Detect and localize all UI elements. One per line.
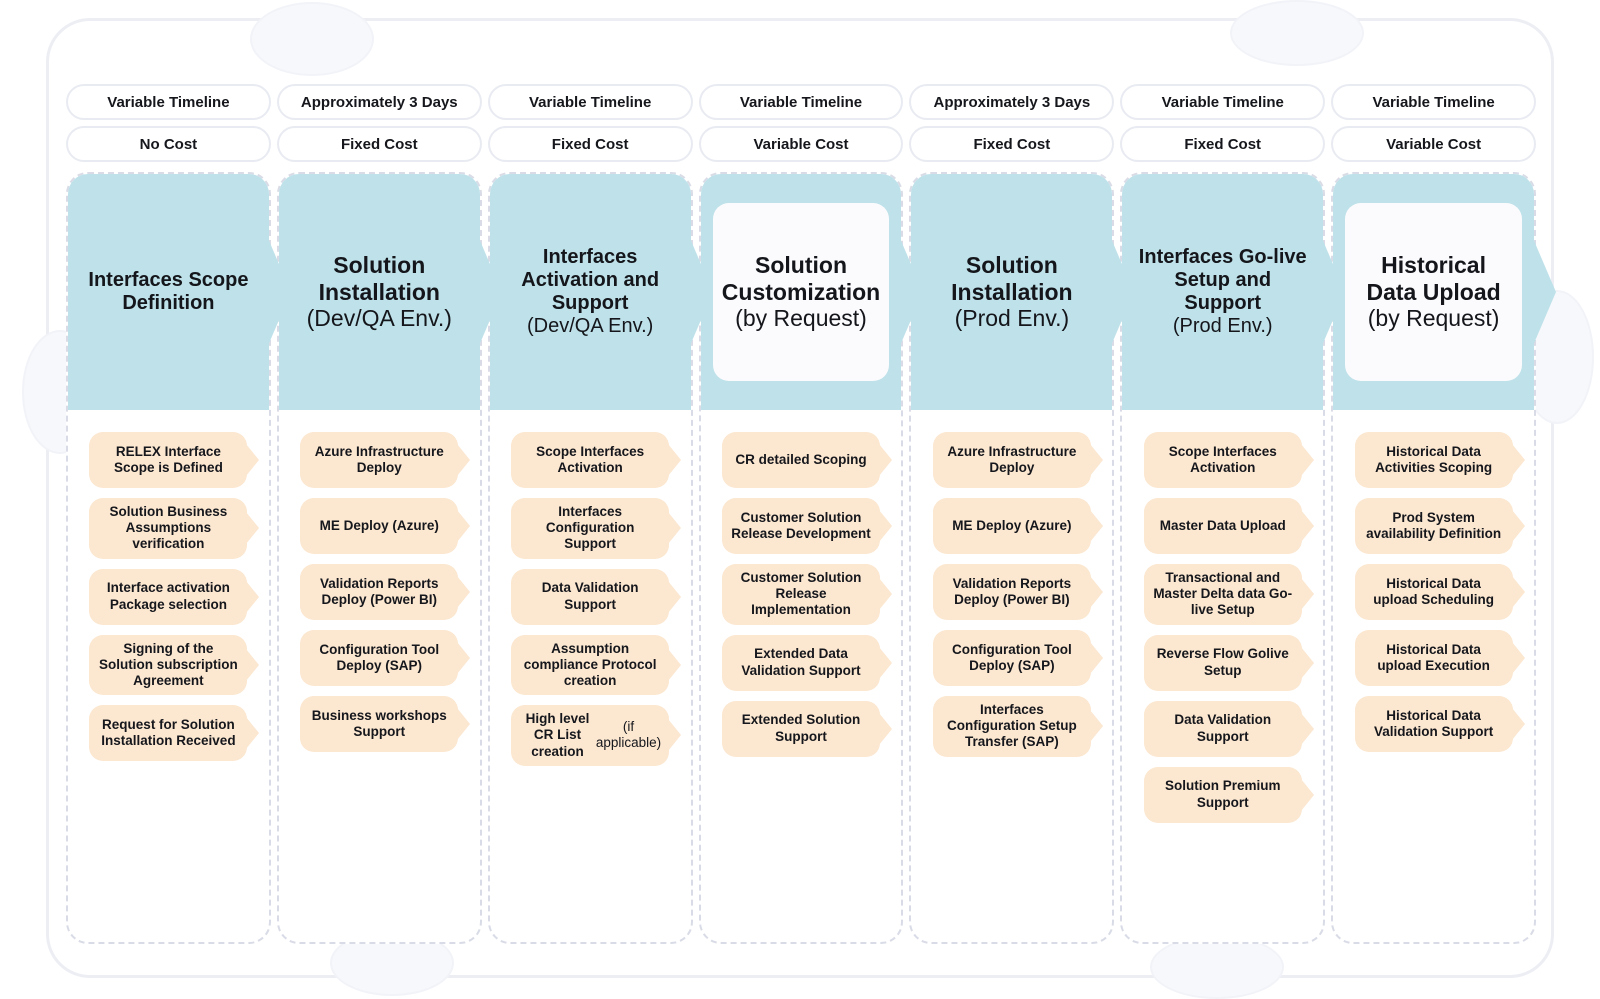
task-arrow-icon xyxy=(1090,642,1103,674)
task-item xyxy=(300,498,458,554)
phase-band xyxy=(279,174,480,410)
task-item xyxy=(722,564,880,625)
decorative-bubble xyxy=(1230,0,1364,66)
phase-band xyxy=(701,174,902,410)
timeline-pill: Variable Timeline xyxy=(488,84,693,120)
task-item xyxy=(300,432,458,488)
task-arrow-icon xyxy=(1512,510,1525,542)
phase-card xyxy=(488,172,693,944)
cost-pill: Fixed Cost xyxy=(488,126,693,162)
task-list xyxy=(1333,410,1534,766)
task-arrow-icon xyxy=(879,713,892,745)
task-label: Reverse Flow Golive Setup xyxy=(1156,646,1289,678)
task-label: Historical Data Activities Scoping xyxy=(1375,443,1493,475)
task-item xyxy=(511,432,669,488)
task-item xyxy=(300,630,458,686)
phase-band xyxy=(1333,174,1534,410)
task-item xyxy=(89,635,247,696)
task-item xyxy=(722,701,880,757)
task-arrow-icon xyxy=(1512,708,1525,740)
task-arrow-icon xyxy=(879,647,892,679)
task-label: Scope Interfaces Activation xyxy=(1168,443,1277,475)
task-item xyxy=(933,564,1091,620)
phase-column xyxy=(699,84,904,944)
timeline-pill: Variable Timeline xyxy=(1120,84,1325,120)
task-label: Solution Business Assumptions verification xyxy=(109,504,228,552)
phase-arrow-icon xyxy=(478,236,502,348)
task-arrow-icon xyxy=(668,444,681,476)
task-label: Signing of the Solution subscription Agreement xyxy=(99,640,238,688)
task-item xyxy=(1355,432,1513,488)
task-label: Historical Data upload Scheduling xyxy=(1373,575,1494,607)
task-label: High level CR List creation xyxy=(525,711,590,759)
phase-title-main: Interfaces Scope Definition xyxy=(88,269,249,314)
task-label: Business workshops Support xyxy=(311,707,447,739)
phase-title xyxy=(923,252,1100,331)
task-arrow-icon xyxy=(246,512,259,544)
phase-arrow-icon xyxy=(1532,236,1556,348)
phase-band xyxy=(1122,174,1323,410)
task-item xyxy=(933,696,1091,757)
cost-pill: Fixed Cost xyxy=(909,126,1114,162)
timeline-pill: Variable Timeline xyxy=(699,84,904,120)
task-arrow-icon xyxy=(457,510,470,542)
task-item xyxy=(1144,635,1302,691)
task-item xyxy=(300,696,458,752)
task-item xyxy=(511,635,669,696)
phase-title xyxy=(1134,246,1311,338)
phase-card xyxy=(699,172,904,944)
task-item xyxy=(1144,767,1302,823)
task-label: Solution Premium Support xyxy=(1164,778,1281,810)
phase-title-main: Historical Data Upload xyxy=(1366,252,1501,305)
task-arrow-icon xyxy=(1301,444,1314,476)
task-item xyxy=(933,432,1091,488)
task-arrow-icon xyxy=(668,581,681,613)
task-arrow-icon xyxy=(1090,510,1103,542)
task-label: Prod System availability Definition xyxy=(1366,509,1502,541)
task-item xyxy=(1355,564,1513,620)
cost-pill: Fixed Cost xyxy=(277,126,482,162)
task-item xyxy=(722,498,880,554)
task-label: Historical Data Validation Support xyxy=(1373,707,1494,739)
phase-arrow-icon xyxy=(1321,236,1345,348)
task-label: Validation Reports Deploy (Power BI) xyxy=(320,575,439,607)
phase-column xyxy=(277,84,482,944)
task-arrow-icon xyxy=(1512,642,1525,674)
task-label: Interfaces Configuration Setup Transfer (SAP) xyxy=(946,702,1077,750)
phase-arrow-icon xyxy=(267,236,291,348)
task-item xyxy=(1144,432,1302,488)
phase-card xyxy=(1331,172,1536,944)
task-label: Azure Infrastructure Deploy xyxy=(947,443,1077,475)
phase-arrow-icon xyxy=(1110,236,1134,348)
phase-title-sub: (Prod Env.) xyxy=(1172,315,1273,337)
task-arrow-icon xyxy=(457,708,470,740)
task-label: Configuration Tool Deploy (SAP) xyxy=(951,641,1072,673)
task-arrow-icon xyxy=(1090,444,1103,476)
task-item xyxy=(722,635,880,691)
task-label: Customer Solution Release Implementation xyxy=(740,570,862,618)
task-arrow-icon xyxy=(1301,779,1314,811)
task-label: Data Validation Support xyxy=(1174,712,1272,744)
phase-column xyxy=(66,84,271,944)
phase-band xyxy=(68,174,269,410)
timeline-pill: Approximately 3 Days xyxy=(277,84,482,120)
task-arrow-icon xyxy=(1512,444,1525,476)
phase-grid xyxy=(66,84,1536,944)
phase-title-main: Interfaces Activation and Support xyxy=(521,246,660,314)
phase-title-sub: (Prod Env.) xyxy=(954,305,1070,332)
task-label: Interface activation Package selection xyxy=(106,580,230,612)
task-arrow-icon xyxy=(1090,710,1103,742)
phase-title xyxy=(291,252,468,331)
phase-column xyxy=(488,84,693,944)
task-item xyxy=(1355,696,1513,752)
cost-pill: Variable Cost xyxy=(1331,126,1536,162)
task-label: RELEX Interface Scope is Defined xyxy=(114,443,223,475)
optional-phase-inner xyxy=(1345,203,1522,381)
task-arrow-icon xyxy=(457,642,470,674)
task-item xyxy=(1144,498,1302,554)
phase-column xyxy=(909,84,1114,944)
task-item xyxy=(89,432,247,488)
task-label: CR detailed Scoping xyxy=(735,451,867,467)
task-item xyxy=(511,569,669,625)
phase-title xyxy=(80,269,257,315)
phase-title-main: Solution Installation xyxy=(318,252,440,305)
phase-title-sub: (Dev/QA Env.) xyxy=(306,305,452,332)
task-list xyxy=(701,410,902,771)
task-label: Extended Solution Support xyxy=(741,712,861,744)
task-list xyxy=(911,410,1112,771)
task-arrow-icon xyxy=(246,649,259,681)
phase-column xyxy=(1120,84,1325,944)
cost-pill: Fixed Cost xyxy=(1120,126,1325,162)
phase-title-sub: (by Request) xyxy=(1367,305,1500,332)
phase-title-main: Interfaces Go-live Setup and Support xyxy=(1138,246,1307,314)
task-label: Customer Solution Release Development xyxy=(731,509,871,541)
phase-title xyxy=(1353,252,1514,331)
task-note: (if applicable) xyxy=(595,719,662,751)
task-list xyxy=(68,410,269,775)
task-list xyxy=(490,410,691,780)
task-label: Master Data Upload xyxy=(1159,517,1286,533)
task-label: ME Deploy (Azure) xyxy=(952,517,1072,533)
decorative-bubble xyxy=(250,2,374,76)
task-item xyxy=(89,498,247,559)
phase-band xyxy=(911,174,1112,410)
task-arrow-icon xyxy=(1301,713,1314,745)
task-item xyxy=(89,569,247,625)
task-item xyxy=(1355,630,1513,686)
task-item xyxy=(1355,498,1513,554)
phase-title xyxy=(721,252,882,331)
phase-card xyxy=(1120,172,1325,944)
task-arrow-icon xyxy=(668,649,681,681)
task-label: Validation Reports Deploy (Power BI) xyxy=(952,575,1072,607)
task-label: Extended Data Validation Support xyxy=(741,646,861,678)
phase-title-sub: (Dev/QA Env.) xyxy=(526,315,654,337)
task-label: Transactional and Master Delta data Go-live Setup xyxy=(1153,570,1293,618)
phase-arrow-icon xyxy=(689,236,713,348)
task-arrow-icon xyxy=(1090,576,1103,608)
task-item xyxy=(1144,564,1302,625)
task-arrow-icon xyxy=(1512,576,1525,608)
task-item xyxy=(511,705,669,766)
task-arrow-icon xyxy=(668,719,681,751)
task-item xyxy=(300,564,458,620)
phase-title xyxy=(502,246,679,338)
task-item xyxy=(722,432,880,488)
task-label: Configuration Tool Deploy (SAP) xyxy=(319,641,440,673)
task-arrow-icon xyxy=(457,444,470,476)
task-arrow-icon xyxy=(1301,510,1314,542)
cost-pill: No Cost xyxy=(66,126,271,162)
phase-column xyxy=(1331,84,1536,944)
task-arrow-icon xyxy=(246,444,259,476)
task-arrow-icon xyxy=(457,576,470,608)
task-arrow-icon xyxy=(879,510,892,542)
task-arrow-icon xyxy=(246,717,259,749)
task-list xyxy=(1122,410,1323,837)
task-item xyxy=(511,498,669,559)
task-arrow-icon xyxy=(879,578,892,610)
cost-pill: Variable Cost xyxy=(699,126,904,162)
timeline-pill: Approximately 3 Days xyxy=(909,84,1114,120)
task-arrow-icon xyxy=(879,444,892,476)
timeline-pill: Variable Timeline xyxy=(66,84,271,120)
phase-card xyxy=(909,172,1114,944)
task-list xyxy=(279,410,480,766)
task-arrow-icon xyxy=(668,512,681,544)
phase-arrow-icon xyxy=(899,236,923,348)
task-label: ME Deploy (Azure) xyxy=(319,517,439,533)
task-item xyxy=(89,705,247,761)
task-arrow-icon xyxy=(246,581,259,613)
task-label: Azure Infrastructure Deploy xyxy=(314,443,444,475)
phase-band xyxy=(490,174,691,410)
task-label: Assumption compliance Protocol creation xyxy=(523,640,657,688)
timeline-pill: Variable Timeline xyxy=(1331,84,1536,120)
task-label: Historical Data upload Execution xyxy=(1377,641,1490,673)
task-label: Data Validation Support xyxy=(541,580,639,612)
phase-title-main: Solution Installation xyxy=(951,252,1073,305)
task-label: Interfaces Configuration Support xyxy=(545,504,635,552)
task-item xyxy=(1144,701,1302,757)
task-item xyxy=(933,498,1091,554)
phase-title-sub: (by Request) xyxy=(735,305,867,332)
task-label: Scope Interfaces Activation xyxy=(536,443,645,475)
phase-card xyxy=(277,172,482,944)
decorative-bubble xyxy=(1150,935,1284,999)
task-arrow-icon xyxy=(1301,578,1314,610)
phase-title-main: Solution Customization xyxy=(721,252,881,305)
phase-card xyxy=(66,172,271,944)
optional-phase-inner xyxy=(713,203,890,381)
task-arrow-icon xyxy=(1301,647,1314,679)
task-label: Request for Solution Installation Received xyxy=(101,716,236,749)
task-item xyxy=(933,630,1091,686)
